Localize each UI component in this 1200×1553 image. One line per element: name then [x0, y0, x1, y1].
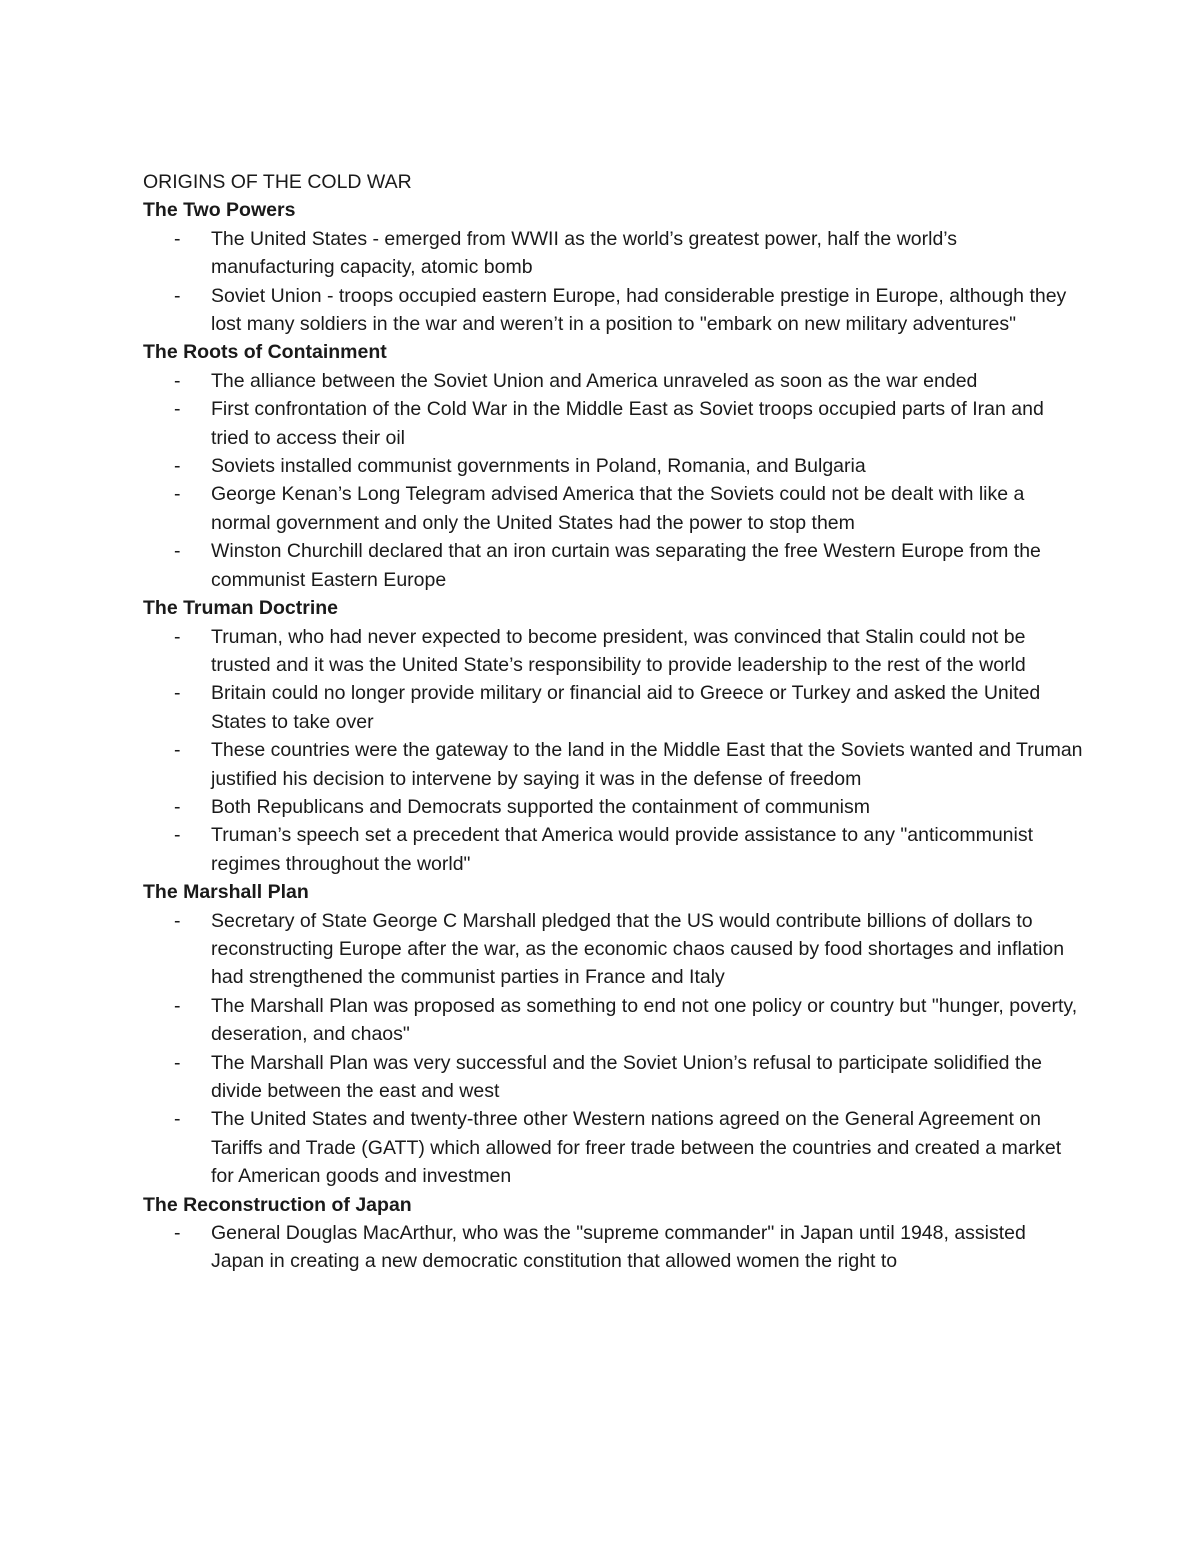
- bullet-marker: -: [174, 227, 181, 250]
- list-item: [143, 282, 1083, 339]
- list-item: [143, 452, 1083, 480]
- bullet-marker: -: [174, 369, 181, 392]
- list-item: [143, 1105, 1083, 1190]
- list-item: [143, 821, 1083, 878]
- bullet-list: [143, 1219, 1083, 1276]
- bullet-marker: -: [174, 1108, 181, 1131]
- list-item: [143, 623, 1083, 680]
- list-item: [143, 907, 1083, 992]
- list-item: [143, 793, 1083, 821]
- list-item: [143, 537, 1083, 594]
- bullet-text: The United States and twenty-three other Western nations agreed on the General Agreement on Tariffs and Trade (GATT) which allowed for freer trade between the countries and created a market for American goods and investmen: [211, 1108, 1062, 1188]
- bullet-marker: -: [174, 398, 181, 421]
- bullet-marker: -: [174, 1222, 181, 1245]
- bullet-text: George Kenan’s Long Telegram advised America that the Soviets could not be dealt with like a normal government and only the United States had the power to stop them: [211, 483, 1025, 534]
- list-item: [143, 992, 1083, 1049]
- bullet-text: The alliance between the Soviet Union and America unraveled as soon as the war ended: [211, 369, 978, 392]
- bullet-list: [143, 623, 1083, 879]
- bullet-marker: -: [174, 1051, 181, 1074]
- bullet-marker: -: [174, 824, 181, 847]
- bullet-text: Winston Churchill declared that an iron curtain was separating the free Western Europe from the communist Eastern Europe: [211, 540, 1041, 591]
- bullet-marker: -: [174, 682, 181, 705]
- document-page: [143, 168, 1083, 1276]
- bullet-list: [143, 225, 1083, 339]
- bullet-marker: -: [174, 994, 181, 1017]
- section-heading: The Truman Doctrine: [143, 597, 339, 620]
- list-item: [143, 736, 1083, 793]
- section-two-powers: [143, 196, 1083, 338]
- bullet-marker: -: [174, 455, 181, 478]
- bullet-text: Soviets installed communist governments in Poland, Romania, and Bulgaria: [211, 455, 866, 478]
- list-item: [143, 679, 1083, 736]
- bullet-text: Soviet Union - troops occupied eastern Europe, had considerable prestige in Europe, although they lost many soldiers in the war and weren’t in a position to "embark on new military adventures": [211, 284, 1067, 336]
- section-marshall-plan: [143, 878, 1083, 1190]
- bullet-marker: -: [174, 625, 181, 648]
- section-roots-of-containment: [143, 338, 1083, 594]
- section-truman-doctrine: [143, 594, 1083, 878]
- list-item: [143, 395, 1083, 452]
- document-title: ORIGINS OF THE COLD WAR: [143, 171, 412, 193]
- list-item: [143, 1219, 1083, 1276]
- bullet-text: These countries were the gateway to the land in the Middle East that the Soviets wanted and Truman justified his decision to intervene by saying it was in the defense of freedom: [211, 739, 1083, 790]
- section-heading: The Marshall Plan: [143, 881, 309, 904]
- bullet-text: Both Republicans and Democrats supported the containment of communism: [211, 795, 871, 818]
- bullet-text: The Marshall Plan was very successful and the Soviet Union’s refusal to participate solidified the divide between the east and west: [211, 1051, 1042, 1102]
- bullet-text: Britain could no longer provide military or financial aid to Greece or Turkey and asked the United States to take over: [211, 682, 1041, 733]
- bullet-text: Secretary of State George C Marshall pledged that the US would contribute billions of dollars to reconstructing Europe after the war, as the economic chaos caused by food shortages and inflation had strengthened the communist parties in France and Italy: [211, 909, 1065, 989]
- list-item: [143, 367, 1083, 395]
- section-heading: The Two Powers: [143, 199, 296, 222]
- list-item: [143, 225, 1083, 282]
- section-heading: The Roots of Containment: [143, 341, 387, 364]
- bullet-marker: -: [174, 909, 181, 932]
- bullet-list: [143, 367, 1083, 594]
- bullet-list: [143, 907, 1083, 1191]
- section-reconstruction-of-japan: [143, 1191, 1083, 1276]
- bullet-marker: -: [174, 483, 181, 506]
- bullet-marker: -: [174, 739, 181, 762]
- bullet-text: Truman, who had never expected to become president, was convinced that Stalin could not be trusted and it was the United State’s responsibility to provide leadership to the rest of the world: [211, 625, 1026, 676]
- bullet-text: General Douglas MacArthur, who was the "supreme commander" in Japan until 1948, assisted Japan in creating a new democratic constitution that allowed women the right to: [211, 1222, 1026, 1273]
- section-heading: The Reconstruction of Japan: [143, 1193, 412, 1216]
- bullet-text: The Marshall Plan was proposed as something to end not one policy or country but "hunger, poverty, deseration, and chaos": [211, 994, 1078, 1046]
- list-item: [143, 1049, 1083, 1106]
- bullet-text: The United States - emerged from WWII as the world’s greatest power, half the world’s manufacturing capacity, atomic bomb: [211, 227, 958, 279]
- bullet-marker: -: [174, 795, 181, 818]
- bullet-text: First confrontation of the Cold War in the Middle East as Soviet troops occupied parts of Iran and tried to access their oil: [211, 398, 1044, 449]
- list-item: [143, 480, 1083, 537]
- bullet-marker: -: [174, 540, 181, 563]
- bullet-marker: -: [174, 284, 181, 307]
- bullet-text: Truman’s speech set a precedent that America would provide assistance to any "anticommunist regimes throughout the world": [211, 824, 1034, 875]
